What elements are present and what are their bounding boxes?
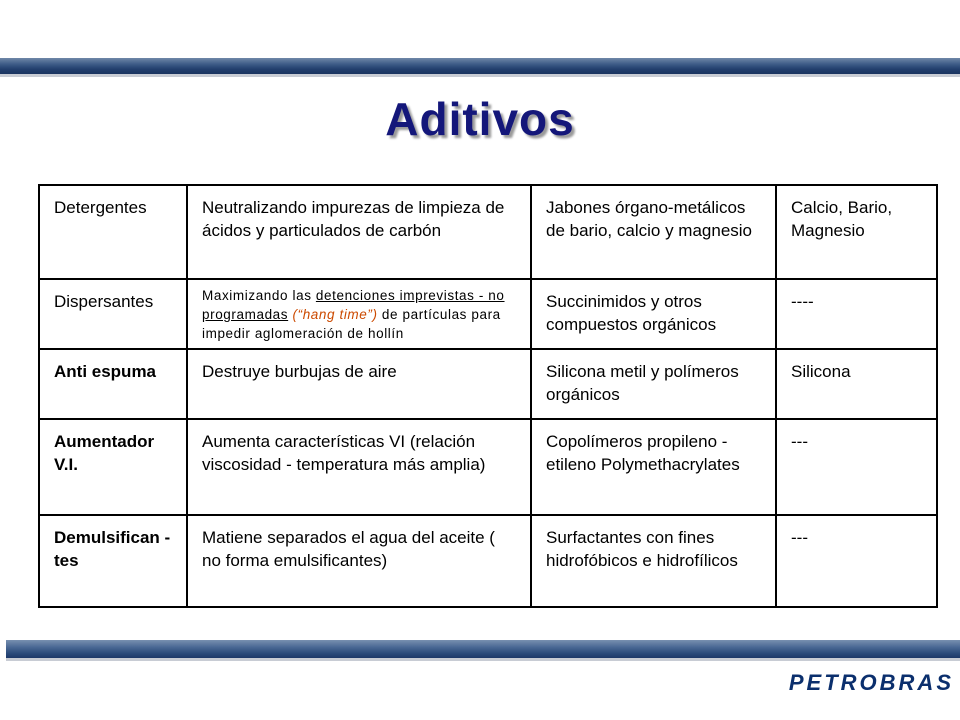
additives-table [38,184,938,608]
compounds-cell: Surfactantes con fines hidrofóbicos e hidrofílicos [531,515,776,607]
function-cell: Matiene separados el agua del aceite ( no forma emulsificantes) [187,515,531,607]
compounds-cell: Silicona metil y polímeros orgánicos [531,349,776,419]
additive-name-cell: Detergentes [39,185,187,279]
compounds-cell: Succinimidos y otros compuestos orgánicos [531,279,776,349]
top-bar-shadow-line [0,74,960,77]
function-text-suffix: de partículas para impedir aglomeración de hollín [202,307,501,341]
elements-cell: --- [776,419,937,515]
bottom-decorative-bar [6,640,960,658]
function-cell: Destruye burbujas de aire [187,349,531,419]
additive-name-cell: Aumentador V.I. [39,419,187,515]
function-cell: Aumenta características VI (relación viscosidad - temperatura más amplia) [187,419,531,515]
additive-name-cell: Demulsifican -tes [39,515,187,607]
top-decorative-bar [0,58,960,74]
compounds-cell: Jabones órgano-metálicos de bario, calcio y magnesio [531,185,776,279]
elements-cell: Silicona [776,349,937,419]
elements-cell: Calcio, Bario, Magnesio [776,185,937,279]
compounds-cell: Copolímeros propileno - etileno Polymethacrylates [531,419,776,515]
function-cell [187,279,531,349]
additives-table-container [38,184,938,608]
elements-cell: ---- [776,279,937,349]
table-row [39,515,937,607]
table-row [39,419,937,515]
bottom-bar-shadow-line [6,658,960,661]
function-text-prefix: Maximizando las [202,288,316,303]
table-row [39,185,937,279]
additive-name-cell: Anti espuma [39,349,187,419]
petrobras-logo: PETROBRAS [788,670,954,695]
function-text-quoted: (“hang time”) [288,307,378,322]
function-text-underlined: detenciones imprevistas - no programadas [202,288,505,322]
table-row [39,279,937,349]
table-row [39,349,937,419]
slide-title: Aditivos [385,93,575,145]
additive-name-cell: Dispersantes [39,279,187,349]
function-cell: Neutralizando impurezas de limpieza de ácidos y particulados de carbón [187,185,531,279]
elements-cell: --- [776,515,937,607]
